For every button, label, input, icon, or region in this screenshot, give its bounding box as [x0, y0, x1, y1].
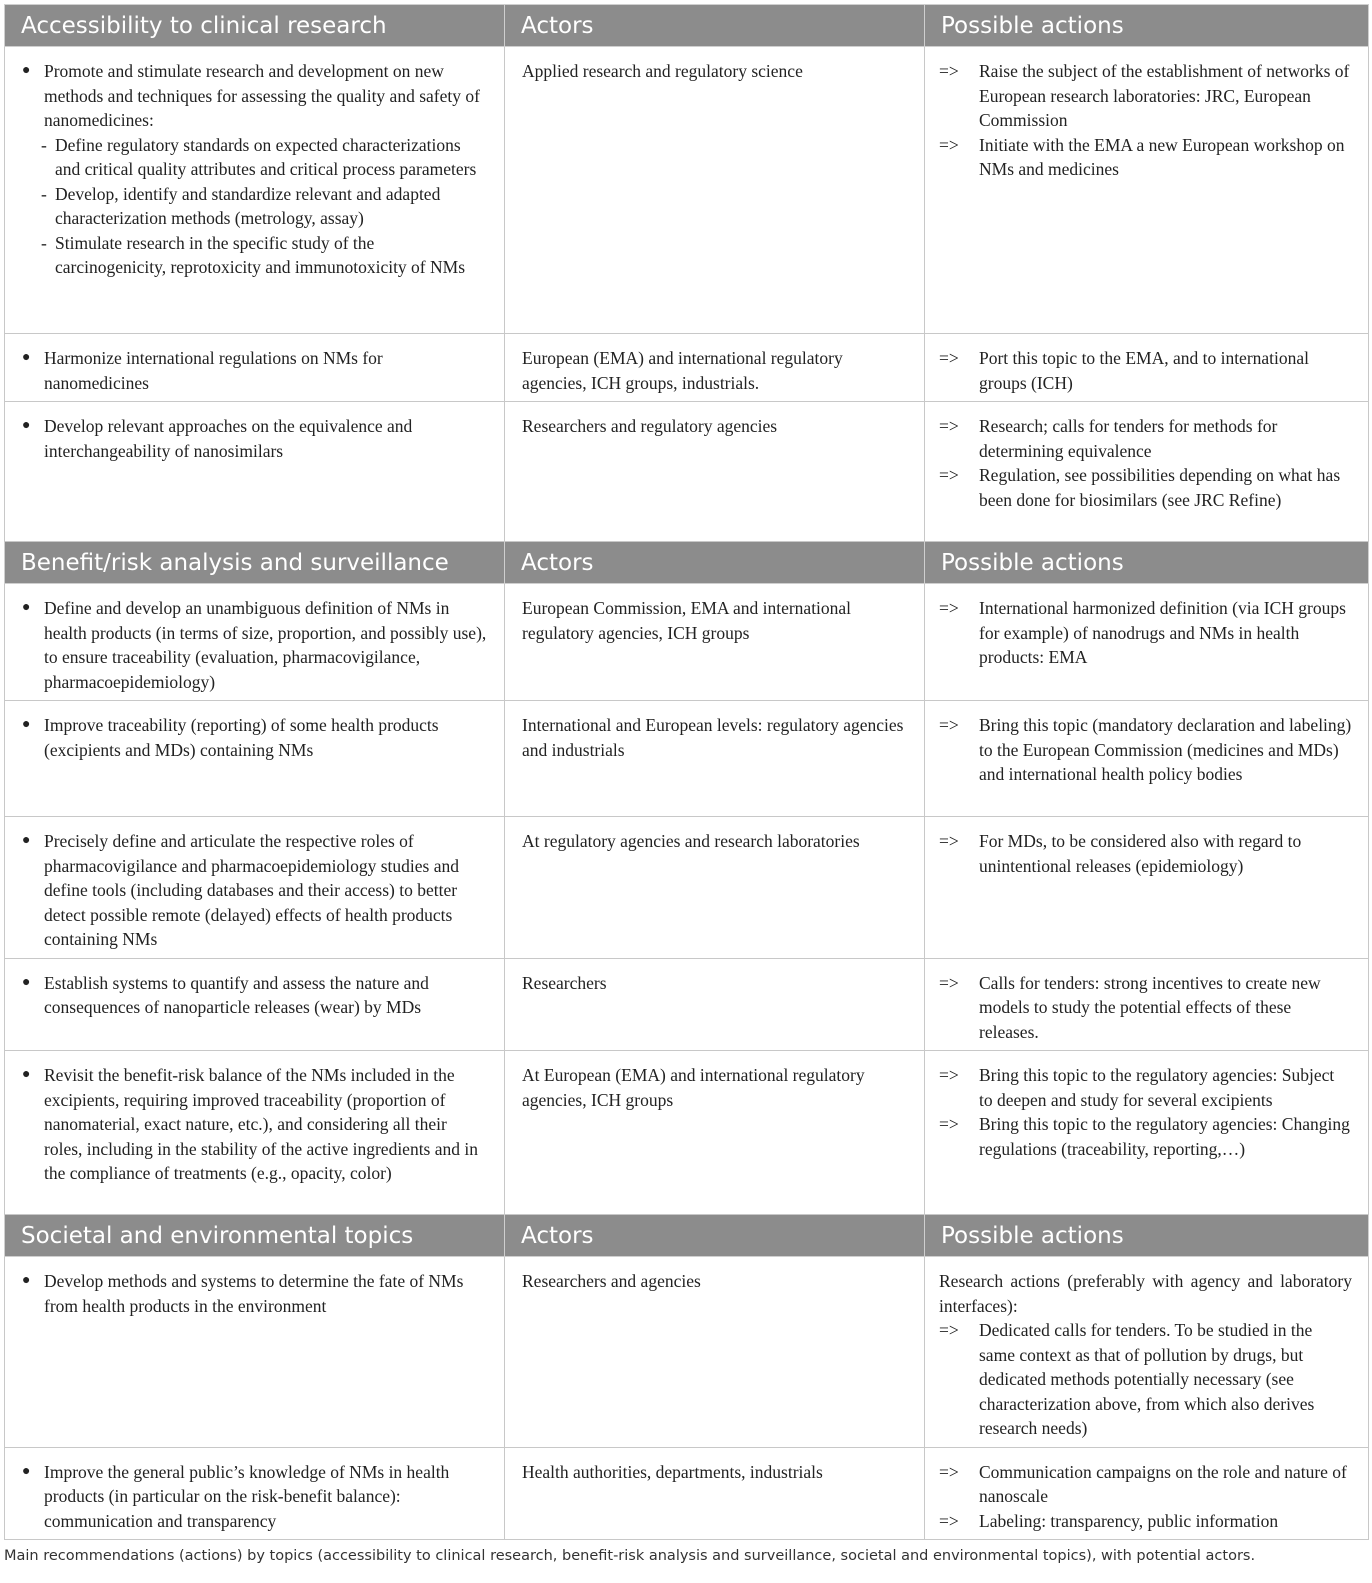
action-item [939, 713, 1352, 787]
actors-text: Researchers [522, 972, 607, 993]
action-item [939, 971, 1352, 1045]
actions-cell [925, 1257, 1369, 1448]
action-item [939, 1509, 1352, 1534]
arrow-icon: => [939, 715, 959, 735]
table-row [5, 47, 1369, 334]
recommendation-text: Improve traceability (reporting) of some health products (excipients and MDs) containing NMs [44, 715, 439, 760]
section-header-row [5, 1215, 1369, 1257]
actors-cell [505, 1051, 925, 1215]
table-row [5, 402, 1369, 542]
actors-cell [505, 584, 925, 701]
action-item [939, 829, 1352, 878]
recommendation-text: Establish systems to quantify and assess the nature and consequences of nanoparticle releases (wear) by MDs [44, 972, 429, 1017]
action-text: Raise the subject of the establishment of networks of European research laboratories: JRC, European Commission [979, 61, 1350, 130]
sub-recommendation [41, 231, 488, 280]
bullet-icon: ● [22, 418, 31, 433]
action-text: Bring this topic to the regulatory agencies: Changing regulations (traceability, reporting,…) [979, 1114, 1350, 1159]
action-item [939, 133, 1352, 182]
action-item [939, 596, 1352, 670]
recommendation [19, 59, 488, 133]
actors-text: European Commission, EMA and international regulatory agencies, ICH groups [522, 598, 852, 643]
arrow-icon: => [939, 465, 959, 485]
sub-recommendation [41, 133, 488, 182]
arrow-icon: => [939, 134, 959, 155]
action-item [939, 1460, 1352, 1509]
table-row [5, 958, 1369, 1051]
arrow-icon: => [939, 61, 959, 81]
actors-cell [505, 958, 925, 1051]
sub-recommendation-text: Stimulate research in the specific study of the carcinogenicity, reprotoxicity and immunotoxicity of NMs [55, 232, 466, 277]
sub-recommendation [41, 182, 488, 231]
table-row [5, 1447, 1369, 1540]
recommendation [19, 596, 488, 694]
actors-cell [505, 1447, 925, 1540]
recommendation-text: Revisit the benefit-risk balance of the NMs included in the excipients, requiring improved traceability (proportion of nanomaterial, exact nature, etc.), and considering all their roles, including in the stability of the active ingredients and in the compliance of treatments (e.g., opacity, color) [44, 1065, 478, 1183]
arrow-icon: => [939, 1320, 959, 1340]
action-text: Dedicated calls for tenders. To be studied in the same context as that of pollution by drugs, but dedicated methods potentially necessary (see characterization above, from which also derives research needs) [979, 1320, 1315, 1438]
action-text: Research; calls for tenders for methods for determining equivalence [979, 416, 1278, 461]
action-text: Communication campaigns on the role and nature of nanoscale [979, 1461, 1347, 1506]
recommendations-table [4, 4, 1369, 1540]
action-text: For MDs, to be considered also with regard to unintentional releases (epidemiology) [979, 831, 1302, 876]
actors-cell [505, 402, 925, 542]
actions-column-header: Possible actions [925, 1215, 1369, 1257]
arrow-icon: => [939, 1065, 959, 1085]
action-text: Port this topic to the EMA, and to international groups (ICH) [979, 348, 1310, 393]
recommendation [19, 1063, 488, 1186]
table-row [5, 1051, 1369, 1215]
actors-text: Researchers and regulatory agencies [522, 416, 778, 436]
actors-text: Health authorities, departments, industrials [522, 1461, 823, 1482]
actions-column-header: Possible actions [925, 542, 1369, 584]
action-text: Calls for tenders: strong incentives to create new models to study the potential effects of these releases. [979, 972, 1321, 1042]
recommendation-text: Promote and stimulate research and development on new methods and techniques for assessing the quality and safety of nanomedicines: [44, 61, 480, 130]
action-item [939, 346, 1352, 395]
actions-column-header: Possible actions [925, 5, 1369, 47]
action-item [939, 414, 1352, 463]
action-text: Bring this topic (mandatory declaration and labeling) to the European Commission (medicines and MDs) and international health policy bodies [979, 715, 1352, 784]
actors-column-header: Actors [505, 1215, 925, 1257]
action-text: Regulation, see possibilities depending on what has been done for biosimilars (see JRC Refine) [979, 465, 1341, 510]
actors-column-header: Actors [505, 542, 925, 584]
dash-icon: - [41, 232, 47, 253]
table-row [5, 817, 1369, 959]
table-row [5, 584, 1369, 701]
actions-cell [925, 817, 1369, 959]
actors-cell [505, 817, 925, 959]
action-item [939, 1318, 1352, 1441]
arrow-icon: => [939, 972, 959, 993]
actions-cell [925, 402, 1369, 542]
arrow-icon: => [939, 348, 959, 368]
actors-text: Applied research and regulatory science [522, 61, 803, 81]
table-caption: Main recommendations (actions) by topics (accessibility to clinical research, benefit-risk analysis and surveillance, societal and environmental topics), with potential actors. [4, 1548, 1256, 1564]
actions-cell [925, 584, 1369, 701]
recommendation-text: Harmonize international regulations on NMs for nanomedicines [44, 348, 383, 393]
actors-cell [505, 334, 925, 402]
recommendation-cell [5, 47, 505, 334]
recommendation-text: Develop methods and systems to determine the fate of NMs from health products in the environment [44, 1271, 464, 1316]
actors-cell [505, 1257, 925, 1448]
table-row [5, 334, 1369, 402]
arrow-icon: => [939, 1510, 959, 1531]
recommendation-cell [5, 1051, 505, 1215]
bullet-icon: ● [22, 350, 31, 365]
actions-cell [925, 334, 1369, 402]
actors-cell [505, 47, 925, 334]
recommendation [19, 713, 488, 762]
arrow-icon: => [939, 416, 959, 436]
actors-text: At European (EMA) and international regulatory agencies, ICH groups [522, 1065, 865, 1110]
actors-text: European (EMA) and international regulatory agencies, ICH groups, industrials. [522, 348, 843, 393]
table-row [5, 1257, 1369, 1448]
recommendation-cell [5, 334, 505, 402]
arrow-icon: => [939, 1114, 959, 1134]
bullet-icon: ● [22, 974, 31, 990]
bullet-icon: ● [22, 1463, 31, 1479]
recommendation-cell [5, 584, 505, 701]
recommendation-text: Define and develop an unambiguous definition of NMs in health products (in terms of size, proportion, and possibly use), to ensure traceability (evaluation, pharmacovigilance, pharmacoepidemiology) [44, 598, 487, 692]
actors-column-header: Actors [505, 5, 925, 47]
recommendation-cell [5, 701, 505, 817]
bullet-icon: ● [22, 717, 31, 732]
table-row [5, 701, 1369, 817]
section-header-row [5, 5, 1369, 47]
actions-cell [925, 1447, 1369, 1540]
arrow-icon: => [939, 598, 959, 618]
recommendation [19, 829, 488, 952]
action-item [939, 463, 1352, 512]
section-header-row [5, 542, 1369, 584]
actions-cell [925, 47, 1369, 334]
recommendation-cell [5, 402, 505, 542]
action-item [939, 1063, 1352, 1112]
recommendation-cell [5, 1257, 505, 1448]
recommendation-cell [5, 817, 505, 959]
action-text: Initiate with the EMA a new European workshop on NMs and medicines [979, 134, 1345, 179]
recommendation-cell [5, 958, 505, 1051]
actors-text: At regulatory agencies and research laboratories [522, 831, 860, 851]
bullet-icon: ● [22, 1273, 31, 1288]
action-text: Bring this topic to the regulatory agencies: Subject to deepen and study for several excipients [979, 1065, 1335, 1110]
action-item [939, 59, 1352, 133]
recommendation-text: Improve the general public’s knowledge of NMs in health products (in particular on the risk-benefit balance): communication and transparency [44, 1461, 450, 1531]
actors-text: International and European levels: regulatory agencies and industrials [522, 715, 904, 760]
arrow-icon: => [939, 831, 959, 851]
arrow-icon: => [939, 1461, 959, 1482]
recommendation-text: Develop relevant approaches on the equivalence and interchangeability of nanosimilars [44, 416, 413, 461]
section-title: Accessibility to clinical research [5, 5, 505, 47]
section-title: Benefit/risk analysis and surveillance [5, 542, 505, 584]
bullet-icon: ● [22, 1067, 31, 1082]
action-item [939, 1112, 1352, 1161]
recommendation [19, 971, 488, 1020]
actions-cell [925, 958, 1369, 1051]
recommendation [19, 1460, 488, 1534]
recommendation-text: Precisely define and articulate the respective roles of pharmacovigilance and pharmacoepidemiology studies and define tools (including databases and their access) to better detect possible remote (delayed) effects of health products containing NMs [44, 831, 460, 949]
sub-recommendation-text: Develop, identify and standardize relevant and adapted characterization methods (metrology, assay) [55, 183, 441, 228]
actions-cell [925, 701, 1369, 817]
dash-icon: - [41, 134, 47, 155]
actors-cell [505, 701, 925, 817]
bullet-icon: ● [22, 63, 31, 78]
recommendation [19, 1269, 488, 1318]
dash-icon: - [41, 183, 47, 204]
action-text: International harmonized definition (via ICH groups for example) of nanodrugs and NMs in health products: EMA [979, 598, 1346, 667]
recommendation [19, 414, 488, 463]
actions-intro: Research actions (preferably with agency and laboratory interfaces): [939, 1271, 1352, 1316]
bullet-icon: ● [22, 833, 31, 848]
actions-cell [925, 1051, 1369, 1215]
section-title: Societal and environmental topics [5, 1215, 505, 1257]
bullet-icon: ● [22, 600, 31, 615]
actors-text: Researchers and agencies [522, 1271, 701, 1291]
recommendation-cell [5, 1447, 505, 1540]
sub-recommendation-text: Define regulatory standards on expected characterizations and critical quality attributes and critical process parameters [55, 134, 477, 179]
recommendation [19, 346, 488, 395]
action-text: Labeling: transparency, public information [979, 1510, 1279, 1531]
